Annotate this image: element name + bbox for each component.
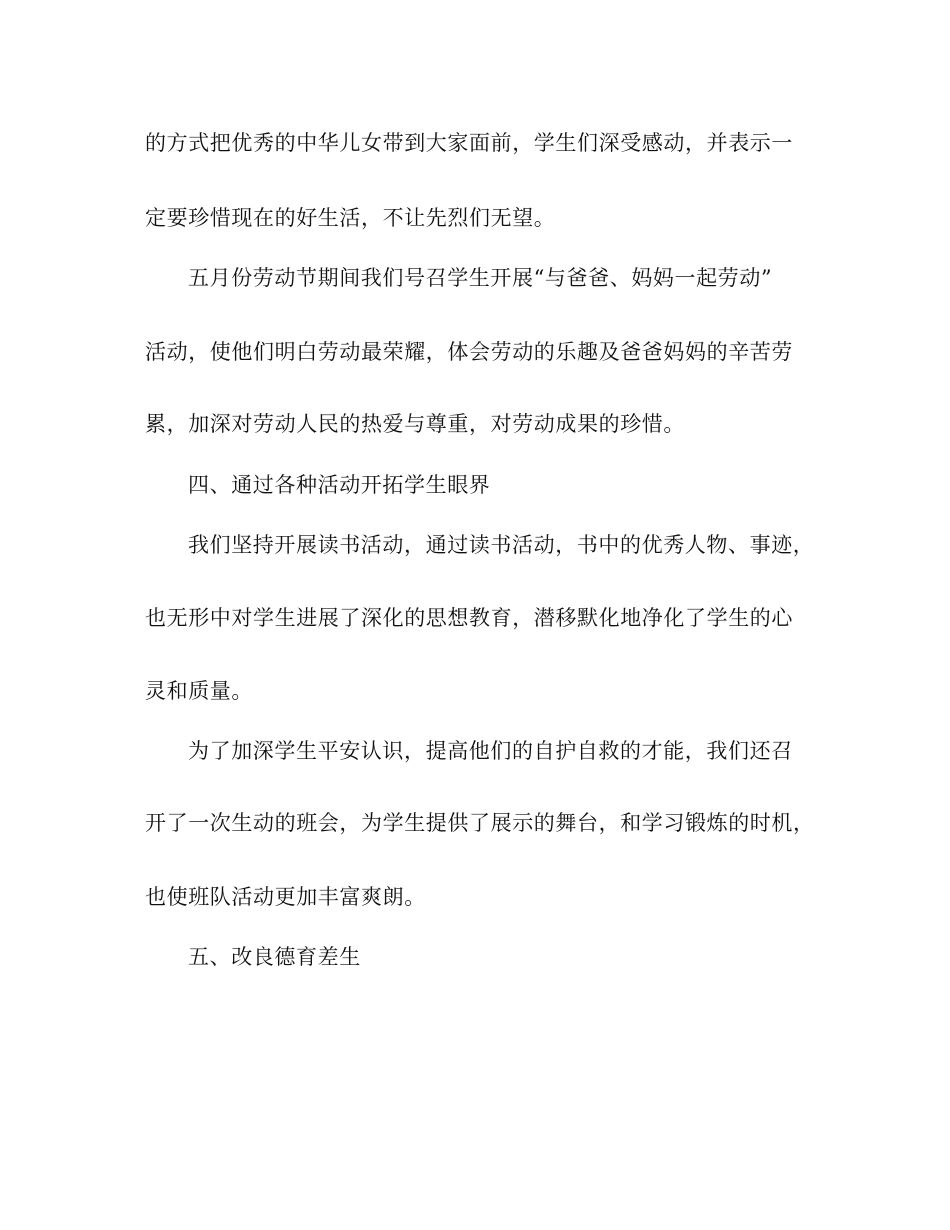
paragraph-line: 灵和质量。 bbox=[145, 679, 253, 703]
section-heading: 四、通过各种活动开拓学生眼界 bbox=[188, 473, 491, 497]
section-heading: 五、改良德育差生 bbox=[188, 945, 361, 969]
paragraph-line: 的方式把优秀的中华儿女带到大家面前，学生们深受感动，并表示一 bbox=[145, 131, 793, 155]
paragraph-line: 也无形中对学生进展了深化的思想教育，潜移默化地净化了学生的心 bbox=[145, 606, 793, 630]
paragraph-line: 我们坚持开展读书活动，通过读书活动，书中的优秀人物、事迹， bbox=[188, 533, 815, 557]
paragraph-line: 定要珍惜现在的好生活，不让先烈们无望。 bbox=[145, 206, 556, 230]
paragraph-line: 五月份劳动节期间我们号召学生开展“与爸爸、妈妈一起劳动” bbox=[188, 266, 773, 290]
paragraph-line: 开了一次生动的班会，为学生提供了展示的舞台，和学习锻炼的时机， bbox=[145, 811, 815, 835]
paragraph-line: 累，加深对劳动人民的热爱与尊重，对劳动成果的珍惜。 bbox=[145, 412, 685, 436]
paragraph-line: 为了加深学生平安认识，提高他们的自护自救的才能，我们还召 bbox=[188, 739, 793, 763]
paragraph-line: 活动，使他们明白劳动最荣耀，体会劳动的乐趣及爸爸妈妈的辛苦劳 bbox=[145, 340, 793, 364]
paragraph-line: 也使班队活动更加丰富爽朗。 bbox=[145, 885, 426, 909]
